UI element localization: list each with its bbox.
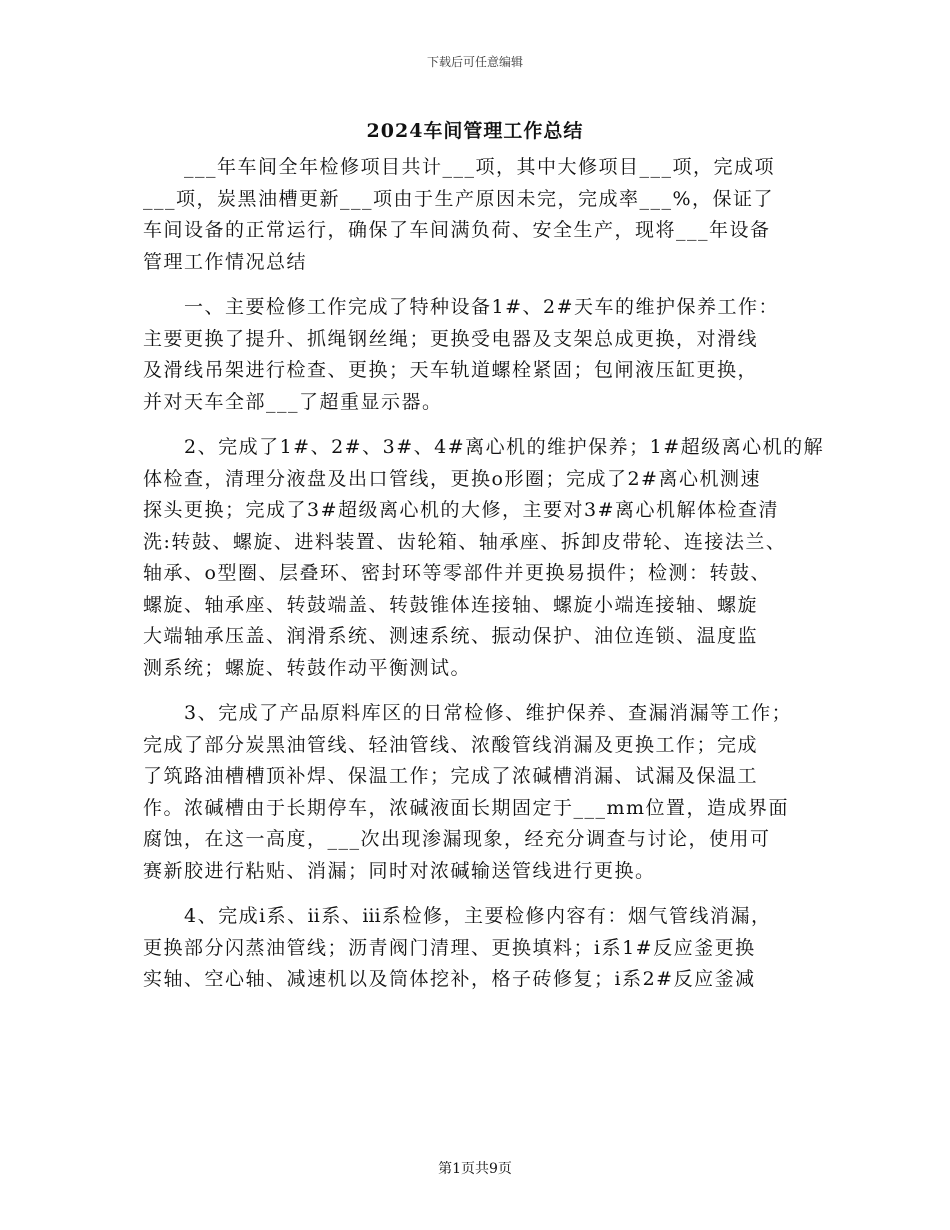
document-body xyxy=(143,152,825,996)
page-header: 下载后可任意编辑 xyxy=(426,55,523,69)
text-line: 探头更换；完成了3#超级离心机的大修，主要对3#离心机解体检查清 xyxy=(143,499,780,521)
paragraph-section-1 xyxy=(143,292,825,418)
text-line: 完成了部分炭黑油管线、轻油管线、浓酸管线消漏及更换工作；完成 xyxy=(143,733,759,756)
paragraph-intro xyxy=(143,152,825,278)
text-line: 腐蚀，在这一高度，___次出现渗漏现象，经充分调查与讨论，使用可 xyxy=(143,828,771,850)
text-line: 螺旋、轴承座、转鼓端盖、转鼓锥体连接轴、螺旋小端连接轴、螺旋 xyxy=(143,593,759,616)
text-line: 作。浓碱槽由于长期停车，浓碱液面长期固定于___mm位置，造成界面 xyxy=(143,796,790,819)
text-line: 更换部分闪蒸油管线；沥青阀门清理、更换填料；ⅰ系1#反应釜更换 xyxy=(143,936,756,959)
text-line: 洗:转鼓、螺旋、进料装置、齿轮箱、轴承座、拆卸皮带轮、连接法兰、 xyxy=(143,530,787,553)
page-footer: 第1页共9页 xyxy=(438,1161,512,1177)
text-line: ___项，炭黑油槽更新___项由于生产原因未完，完成率___%，保证了 xyxy=(143,187,775,210)
text-line: 轴承、o型圈、层叠环、密封环等零部件并更换易损件；检测：转鼓、 xyxy=(143,562,771,584)
text-line: 并对天车全部___了超重显示器。 xyxy=(143,390,443,413)
text-line: 主要更换了提升、抓绳钢丝绳；更换受电器及支架总成更换，对滑线 xyxy=(143,327,759,350)
text-line: 4、完成ⅰ系、ⅱ系、ⅲ系检修，主要检修内容有：烟气管线消漏， xyxy=(143,905,772,927)
text-line: 及滑线吊架进行检查、更换；天车轨道螺栓紧固；包闸液压缸更换， xyxy=(143,359,759,381)
text-line: 了筑路油槽槽顶补焊、保温工作；完成了浓碱槽消漏、试漏及保温工 xyxy=(143,765,759,787)
text-line: 实轴、空心轴、减速机以及筒体挖补，格子砖修复；ⅰ系2#反应釜减 xyxy=(143,968,756,990)
text-line: 一、主要检修工作完成了特种设备1#、2#天车的维护保养工作： xyxy=(143,296,780,318)
text-line: 车间设备的正常运行，确保了车间满负荷、安全生产，现将___年设备 xyxy=(143,219,771,241)
text-line: ___年车间全年检修项目共计___项，其中大修项目___项，完成项 xyxy=(143,156,776,178)
text-line: 3、完成了产品原料库区的日常检修、维护保养、查漏消漏等工作； xyxy=(143,702,793,724)
text-line: 测系统；螺旋、转鼓作动平衡测试。 xyxy=(143,656,472,679)
text-line: 赛新胶进行粘贴、消漏；同时对浓碱输送管线进行更换。 xyxy=(143,859,656,882)
text-line: 管理工作情况总结 xyxy=(143,250,308,273)
text-line: 2、完成了1#、2#、3#、4#离心机的维护保养；1#超级离心机的解 xyxy=(143,436,825,458)
document-title: 2024车间管理工作总结 xyxy=(366,120,584,142)
paragraph-section-4 xyxy=(143,901,825,996)
paragraph-section-3 xyxy=(143,698,825,887)
text-line: 大端轴承压盖、润滑系统、测速系统、振动保护、油位连锁、温度监 xyxy=(143,625,759,647)
paragraph-section-2 xyxy=(143,432,825,684)
text-line: 体检查，清理分液盘及出口管线，更换o形圈；完成了2#离心机测速 xyxy=(143,467,761,490)
